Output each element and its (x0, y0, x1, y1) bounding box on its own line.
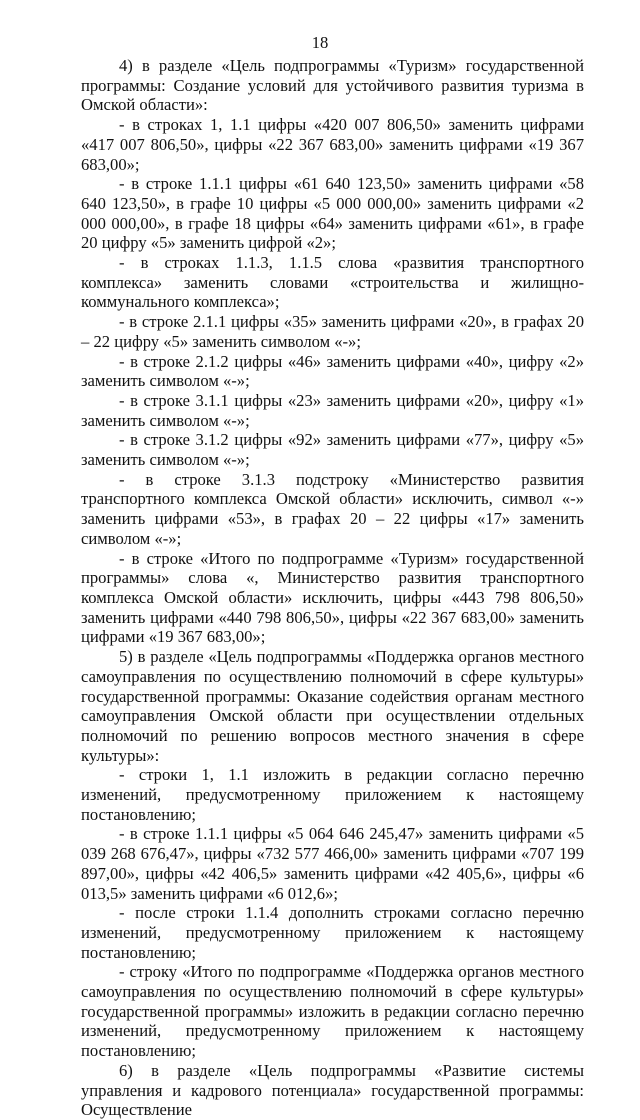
paragraph-row-2-1-2: - в строке 2.1.2 цифры «46» заменить цифрами «40», цифру «2» заменить символом «-»; (81, 351, 584, 391)
paragraph-row-3-1-3: - в строке 3.1.3 подстроку «Министерство развития транспортного комплекса Омской области» исключить, символ «-» заменить цифрами «53», в графах 20 – 22 цифры «17» заменить символом «-»; (81, 469, 584, 548)
paragraph-item-4-intro: 4) в разделе «Цель подпрограммы «Туризм» государственной программы: Создание условий для устойчивого развития туризма в Омской области»: (81, 56, 584, 115)
paragraph-item-6-intro: 6) в разделе «Цель подпрограммы «Развитие системы управления и кадрового потенциала» государственной программы: Осуществление (81, 1060, 584, 1120)
paragraph-tourism-total: - в строке «Итого по подпрограмме «Туризм» государственной программы» слова «, Министерство развития транспортного комплекса Омской области» исключить, цифры «443 798 806,50» заменить цифрами «440 798 806,50», цифры «22 367 683,00» заменить цифрами «19 367 683,00»; (81, 548, 584, 647)
document-body (81, 56, 584, 1120)
paragraph-culture-total: - строку «Итого по подпрограмме «Поддержка органов местного самоуправления по осуществлению полномочий в сфере культуры» государственной программы» изложить в редакции согласно перечню изменений, предусмотренному приложением к настоящему постановлению; (81, 962, 584, 1061)
paragraph-row-2-1-1: - в строке 2.1.1 цифры «35» заменить цифрами «20», в графах 20 – 22 цифру «5» заменить символом «-»; (81, 312, 584, 351)
paragraph-row-1-1-1-culture: - в строке 1.1.1 цифры «5 064 646 245,47» заменить цифрами «5 039 268 676,47», цифры «732 577 466,00» заменить цифрами «707 199 897,00», цифры «42 406,5» заменить цифрами «42 405,6», цифры «6 013,5» заменить цифрами «6 012,6»; (81, 824, 584, 903)
paragraph-rows-1-1-1: - в строках 1, 1.1 цифры «420 007 806,50» заменить цифрами «417 007 806,50», цифры «22 367 683,00» заменить цифрами «19 367 683,00»; (81, 115, 584, 174)
paragraph-item-5-intro: 5) в разделе «Цель подпрограммы «Поддержка органов местного самоуправления по осуществлению полномочий в сфере культуры» государственной программы: Оказание содействия органам местного самоуправления Омской области при осуществлении отдельных полномочий по решению вопросов местного значения в сфере культуры»: (81, 647, 584, 765)
paragraph-after-row-1-1-4: - после строки 1.1.4 дополнить строками согласно перечню изменений, предусмотренному приложением к настоящему постановлению; (81, 903, 584, 962)
page-number: 18 (311, 33, 329, 52)
paragraph-row-3-1-2: - в строке 3.1.2 цифры «92» заменить цифрами «77», цифру «5» заменить символом «-»; (81, 430, 584, 470)
paragraph-row-1-1-1: - в строке 1.1.1 цифры «61 640 123,50» заменить цифрами «58 640 123,50», в графе 10 цифры «5 000 000,00» заменить цифрами «2 000 000,00», в графе 18 цифры «64» заменить цифрами «61», в графе 20 цифру «5» заменить цифрой «2»; (81, 174, 584, 253)
paragraph-row-3-1-1: - в строке 3.1.1 цифры «23» заменить цифрами «20», цифру «1» заменить символом «-»; (81, 390, 584, 430)
paragraph-rows-1-1-1-new: - строки 1, 1.1 изложить в редакции согласно перечню изменений, предусмотренному приложением к настоящему постановлению; (81, 765, 584, 824)
paragraph-rows-1-1-3-1-1-5: - в строках 1.1.3, 1.1.5 слова «развития транспортного комплекса» заменить словами «строительства и жилищно-коммунального комплекса»; (81, 253, 584, 312)
